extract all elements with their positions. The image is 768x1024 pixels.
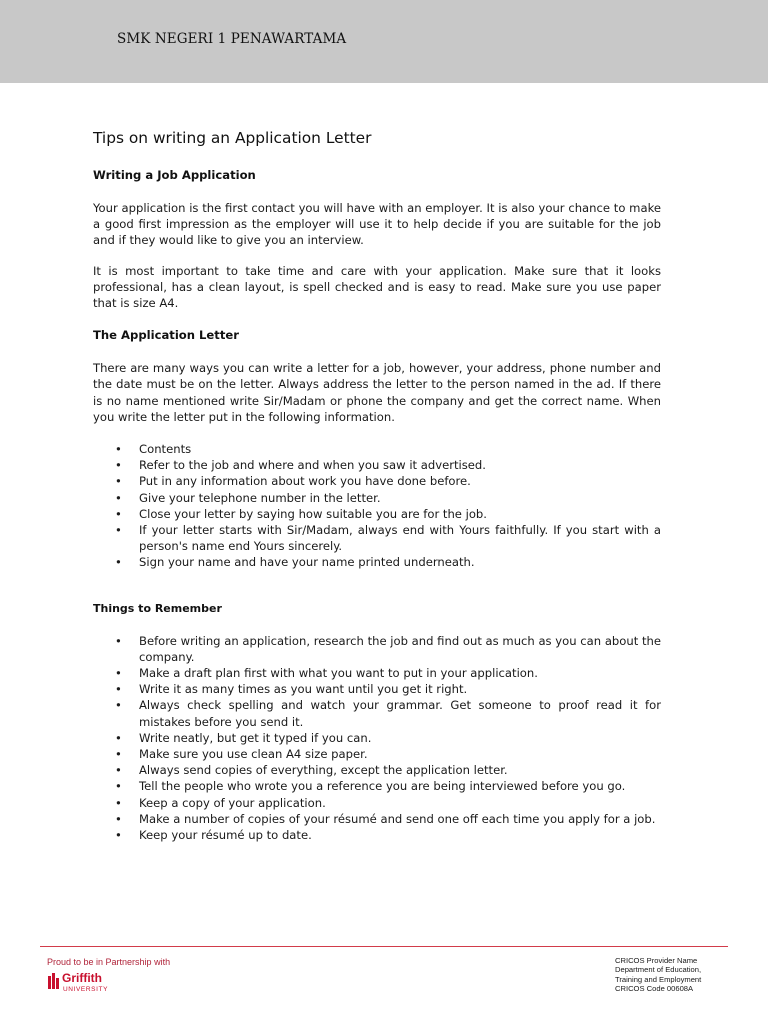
bullet-icon: • [115,458,122,473]
list-item-text: Before writing an application, research the job and find out as much as you can about the company. [139,633,661,664]
list-item [93,697,661,729]
list-item-text: Keep a copy of your application. [139,795,326,810]
list-item [93,811,661,827]
logo-subtext: UNIVERSITY [63,986,109,993]
bullet-icon: • [115,811,122,826]
bullet-icon: • [115,747,122,762]
list-item [93,730,661,746]
bullet-icon: • [115,779,122,794]
list-item [93,795,661,811]
list-item [93,778,661,794]
list-item [93,473,661,489]
bullet-icon: • [115,474,122,489]
list-item [93,506,661,522]
section-heading-job-application: Writing a Job Application [93,168,256,182]
bullet-icon: • [115,730,122,745]
cricos-line: CRICOS Provider Name [615,956,698,965]
list-item-text: Contents [139,442,192,457]
section-heading-things-to-remember: Things to Remember [93,601,222,615]
logo-wordmark: Griffith [62,971,102,985]
list-item [93,441,661,457]
list-item-text: Write it as many times as you want until you get it right. [139,682,468,697]
list-item [93,762,661,778]
list-item-text: Always send copies of everything, except the application letter. [139,763,508,778]
list-item-text: Tell the people who wrote you a reference you are being interviewed before you go. [139,779,626,794]
bullet-icon: • [115,555,122,570]
list-item-text: Close your letter by saying how suitable you are for the job. [139,506,487,521]
bullet-list-things-to-remember [93,633,661,844]
bullet-icon: • [115,763,122,778]
partnership-text: Proud to be in Partnership with [47,957,171,967]
list-item-text: Put in any information about work you have done before. [139,474,471,489]
paragraph: Your application is the first contact you will have with an employer. It is also your chance to make a good first impression as the employer will use it to help decide if you are suitable for the job and if they would like to give you an interview. [93,201,661,248]
bullet-icon: • [115,698,122,713]
footer-divider [40,946,728,947]
list-item-text: Write neatly, but get it typed if you can. [139,730,372,745]
list-item-text: Refer to the job and where and when you saw it advertised. [139,458,486,473]
cricos-line: Training and Employment [615,974,702,984]
list-item-text: Give your telephone number in the letter. [139,490,381,505]
document-body [93,128,661,843]
school-name: SMK NEGERI 1 PENAWARTAMA [117,31,347,47]
bullet-icon: • [115,633,122,648]
list-item [93,681,661,697]
bullet-icon: • [115,442,122,457]
list-item-text: Sign your name and have your name printed underneath. [139,555,475,570]
list-item-text: Make a draft plan first with what you want to put in your application. [139,666,538,681]
list-item [93,827,661,843]
list-item [93,554,661,570]
bullet-icon: • [115,490,122,505]
bullet-icon: • [115,523,122,538]
page-title: Tips on writing an Application Letter [93,129,372,147]
list-item [93,522,661,554]
griffith-logo [47,970,137,994]
list-item-text: Keep your résumé up to date. [139,828,312,843]
list-item-text: Make a number of copies of your résumé and send one off each time you apply for a job. [139,811,656,826]
list-item [93,490,661,506]
bullet-list-letter-contents [93,441,661,571]
cricos-info [615,956,745,994]
list-item [93,633,661,665]
bullet-icon: • [115,682,122,697]
paragraph: It is most important to take time and care with your application. Make sure that it looks professional, has a clean layout, is spell checked and is easy to read. Make sure you use paper that is size A4. [93,263,661,311]
header-band [0,0,768,83]
list-item [93,457,661,473]
list-item [93,665,661,681]
bullet-icon: • [115,795,122,810]
paragraph: There are many ways you can write a letter for a job, however, your address, phone number and the date must be on the letter. Always address the letter to the person named in the ad. If there is no name mentioned write Sir/Madam or phone the company and get the correct name. When you write the letter put in the following information. [93,361,661,424]
list-item-text: If your letter starts with Sir/Madam, always end with Yours faithfully. If you start with a person's name end Yours sincerely. [139,523,661,554]
list-item-text: Always check spelling and watch your grammar. Get someone to proof read it for mistakes before you send it. [139,698,661,729]
list-item [93,746,661,762]
list-item-text: Make sure you use clean A4 size paper. [139,747,368,762]
cricos-line: Department of Education, [615,965,702,975]
cricos-line: CRICOS Code 00608A [615,984,694,994]
bullet-icon: • [115,506,122,521]
bullet-icon: • [115,828,122,843]
griffith-emblem-icon [48,973,59,989]
section-heading-application-letter: The Application Letter [93,328,239,343]
bullet-icon: • [115,666,122,681]
